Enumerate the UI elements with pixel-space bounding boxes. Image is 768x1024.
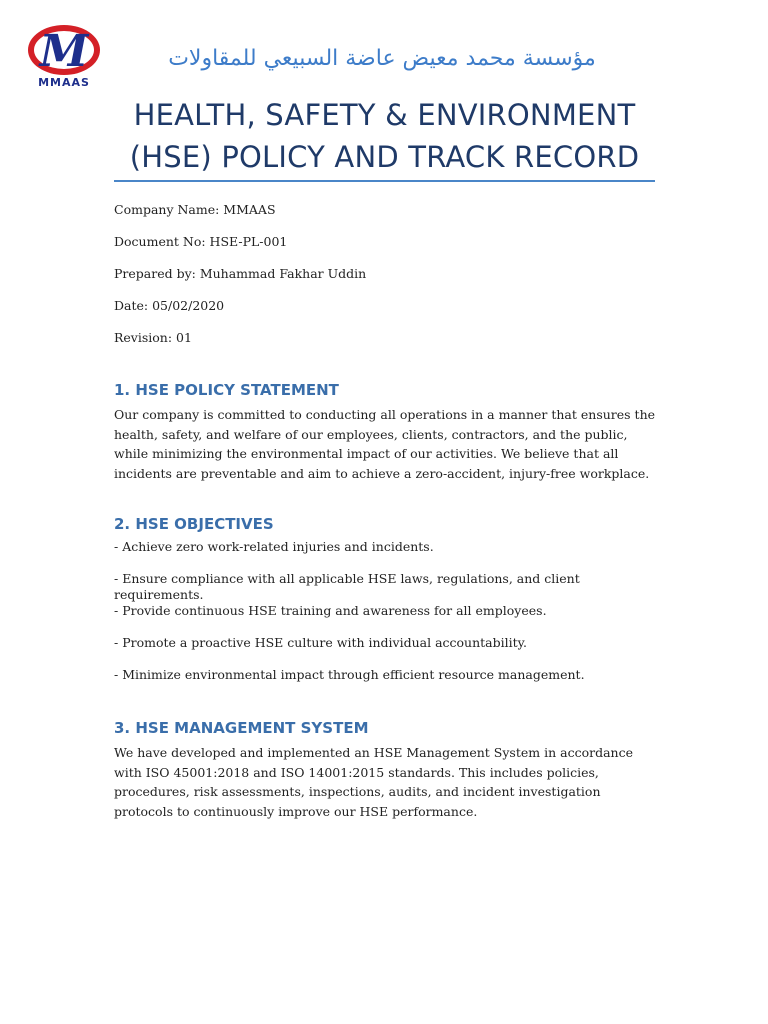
list-item: - Provide continuous HSE training and awareness for all employees. — [114, 603, 547, 618]
objectives-list — [114, 539, 659, 699]
document-meta — [114, 202, 674, 362]
svg-text:MMAAS: MMAAS — [38, 76, 90, 89]
svg-text:M: M — [39, 26, 89, 77]
list-item: - Achieve zero work-related injuries and incidents. — [114, 539, 434, 554]
prepared-by: Prepared by: Muhammad Fakhar Uddin — [114, 266, 367, 281]
company-logo — [18, 20, 110, 90]
list-item: - Promote a proactive HSE culture with individual accountability. — [114, 635, 528, 650]
document-date: Date: 05/02/2020 — [114, 298, 225, 313]
section-heading: 3. HSE MANAGEMENT SYSTEM — [114, 719, 369, 737]
section-body: We have developed and implemented an HSE Management System in accordance with ISO 45001:2018 and ISO 14001:2015 standards. This includes policies, procedures, risk assessments, inspections, audits, and incident investigation protocols to continuously improve our HSE performance. — [114, 745, 633, 819]
title-line-1: HEALTH, SAFETY & ENVIRONMENT — [133, 98, 636, 132]
company-name: Company Name: MMAAS — [114, 202, 276, 217]
section-policy-statement — [114, 381, 659, 483]
section-objectives — [114, 515, 659, 699]
section-heading: 1. HSE POLICY STATEMENT — [114, 381, 339, 399]
mmaas-logo-icon — [18, 20, 110, 90]
title-line-2: (HSE) POLICY AND TRACK RECORD — [129, 140, 640, 174]
list-item: - Ensure compliance with all applicable HSE laws, regulations, and client requirements. — [114, 571, 580, 602]
arabic-company-name: مؤسسة محمد معيض عاضة السبيعي للمقاولات — [168, 46, 596, 71]
section-management-system — [114, 719, 659, 821]
section-heading: 2. HSE OBJECTIVES — [114, 515, 274, 533]
document-number: Document No: HSE-PL-001 — [114, 234, 288, 249]
title-divider — [114, 180, 655, 182]
revision: Revision: 01 — [114, 330, 192, 345]
section-body: Our company is committed to conducting all operations in a manner that ensures the health, safety, and welfare of our employees, clients, contractors, and the public, while minimizing the environmental impact of our activities. We believe that all incidents are preventable and aim to achieve a zero-accident, injury-free workplace. — [114, 407, 656, 481]
list-item: - Minimize environmental impact through efficient resource management. — [114, 667, 585, 682]
document-title — [114, 94, 655, 178]
